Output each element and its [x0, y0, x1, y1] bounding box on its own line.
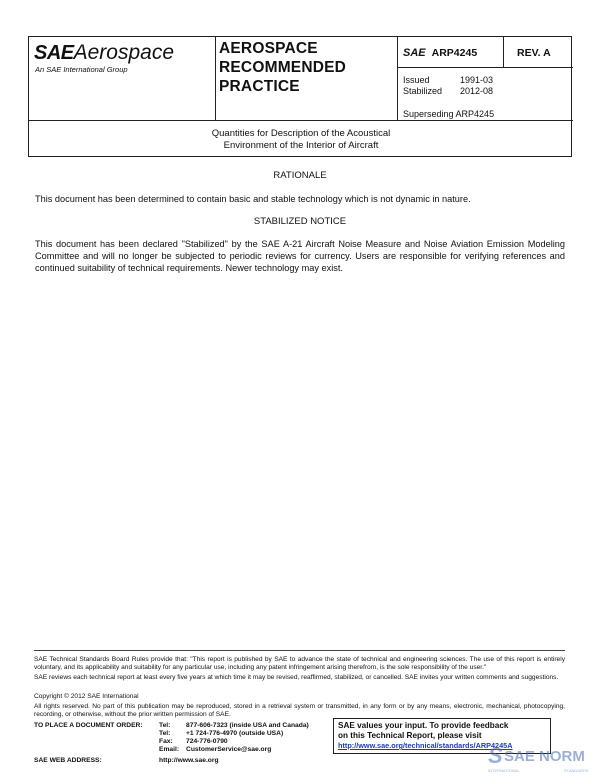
copyright-text: Copyright © 2012 SAE International: [34, 693, 139, 700]
sae-mark: SAE: [403, 47, 426, 59]
divider: [29, 120, 573, 121]
doc-type-line: AEROSPACE: [219, 40, 318, 57]
feedback-text: SAE values your input. To provide feedback: [338, 721, 509, 730]
stabilized-label: Stabilized: [403, 86, 443, 96]
divider: [215, 37, 216, 120]
feedback-link[interactable]: http://www.sae.org/technical/standards/ARP4245A: [338, 741, 513, 750]
stabilized-text: This document has been declared "Stabilized" by the SAE A-21 Aircraft Noise Measure and Noise Aviation Emission Modeling Committee and will no longer be subjected to periodic reviews for currency. Users are responsible for verifying references and continued suitability of technical requirements. Newer technology may exist.: [35, 239, 565, 273]
footer-divider: [34, 650, 565, 651]
stabilized-heading: STABILIZED NOTICE: [253, 216, 347, 227]
standard-number-value: ARP4245: [431, 47, 478, 59]
issued-label: Issued: [403, 75, 430, 85]
document-type: [219, 39, 399, 96]
sae-aerospace-logo: [34, 41, 204, 81]
contact-value: +1 724-776-4970 (outside USA): [186, 730, 284, 737]
watermark-small-left: INTERNATIONAL: [488, 768, 520, 773]
watermark-mark: SAE NORM: [504, 748, 585, 765]
contact-value: 724-776-0790: [186, 738, 228, 745]
rights-text: All rights reserved. No part of this publication may be reproduced, stored in a retrieval system or transmitted, in any form or by any means, electronic, mechanical, photocopying, recording, or otherwise, without the prior written permission of SAE.: [34, 703, 565, 718]
rationale-text: This document has been determined to contain basic and stable technology which is not dynamic in nature.: [35, 194, 471, 204]
feedback-text: on this Technical Report, please visit: [338, 731, 482, 740]
contact-label: Email:: [159, 746, 180, 753]
divider: [503, 37, 504, 67]
logo-aerospace: Aerospace: [73, 41, 175, 64]
contact-label: Tel:: [159, 730, 171, 737]
logo-sae: SAE: [34, 42, 74, 64]
web-label: SAE WEB ADDRESS:: [34, 757, 102, 764]
contact-email[interactable]: CustomerService@sae.org: [186, 746, 272, 753]
superseding-note: Superseding ARP4245: [403, 109, 495, 119]
issued-value: 1991-03: [460, 75, 494, 85]
contact-label: Fax:: [159, 738, 173, 745]
order-label: TO PLACE A DOCUMENT ORDER:: [34, 722, 143, 729]
sae-norm-watermark: [486, 741, 600, 774]
doc-type-line: PRACTICE: [219, 78, 300, 95]
divider: [397, 67, 573, 68]
watermark-small-right: STANDARDS: [564, 768, 589, 773]
revision: REV. A: [517, 47, 551, 59]
title-line: Quantities for Description of the Acoustical: [211, 128, 391, 139]
order-contacts: [34, 722, 309, 754]
board-rules-text: SAE Technical Standards Board Rules provide that: "This report is published by SAE to advance the state of technical and engineering sciences. The use of this report is entirely voluntary, and its applicability and suitability for any particular use, including any patent infringement arising therefrom, is the sole responsibility of the user.": [34, 656, 565, 671]
contact-label: Tel:: [159, 722, 171, 729]
standard-number: [403, 47, 477, 59]
web-address: [34, 757, 219, 764]
document-title: [29, 128, 573, 152]
contact-value: 877-606-7323 (inside USA and Canada): [186, 722, 309, 729]
stabilized-value: 2012-08: [460, 86, 494, 96]
web-link[interactable]: http://www.sae.org: [159, 757, 219, 764]
document-dates: [403, 75, 493, 97]
rationale-heading: RATIONALE: [273, 170, 327, 181]
watermark-sae-glyph: S: [488, 743, 503, 768]
doc-type-line: RECOMMENDED: [219, 59, 347, 76]
title-line: Environment of the Interior of Aircraft: [223, 140, 379, 151]
document-header: [28, 36, 572, 157]
review-text: SAE reviews each technical report at least every five years at which time it may be revised, reaffirmed, stabilized, or cancelled. SAE invites your written comments and suggestions.: [34, 674, 559, 681]
logo-subtitle: An SAE International Group: [35, 65, 128, 74]
